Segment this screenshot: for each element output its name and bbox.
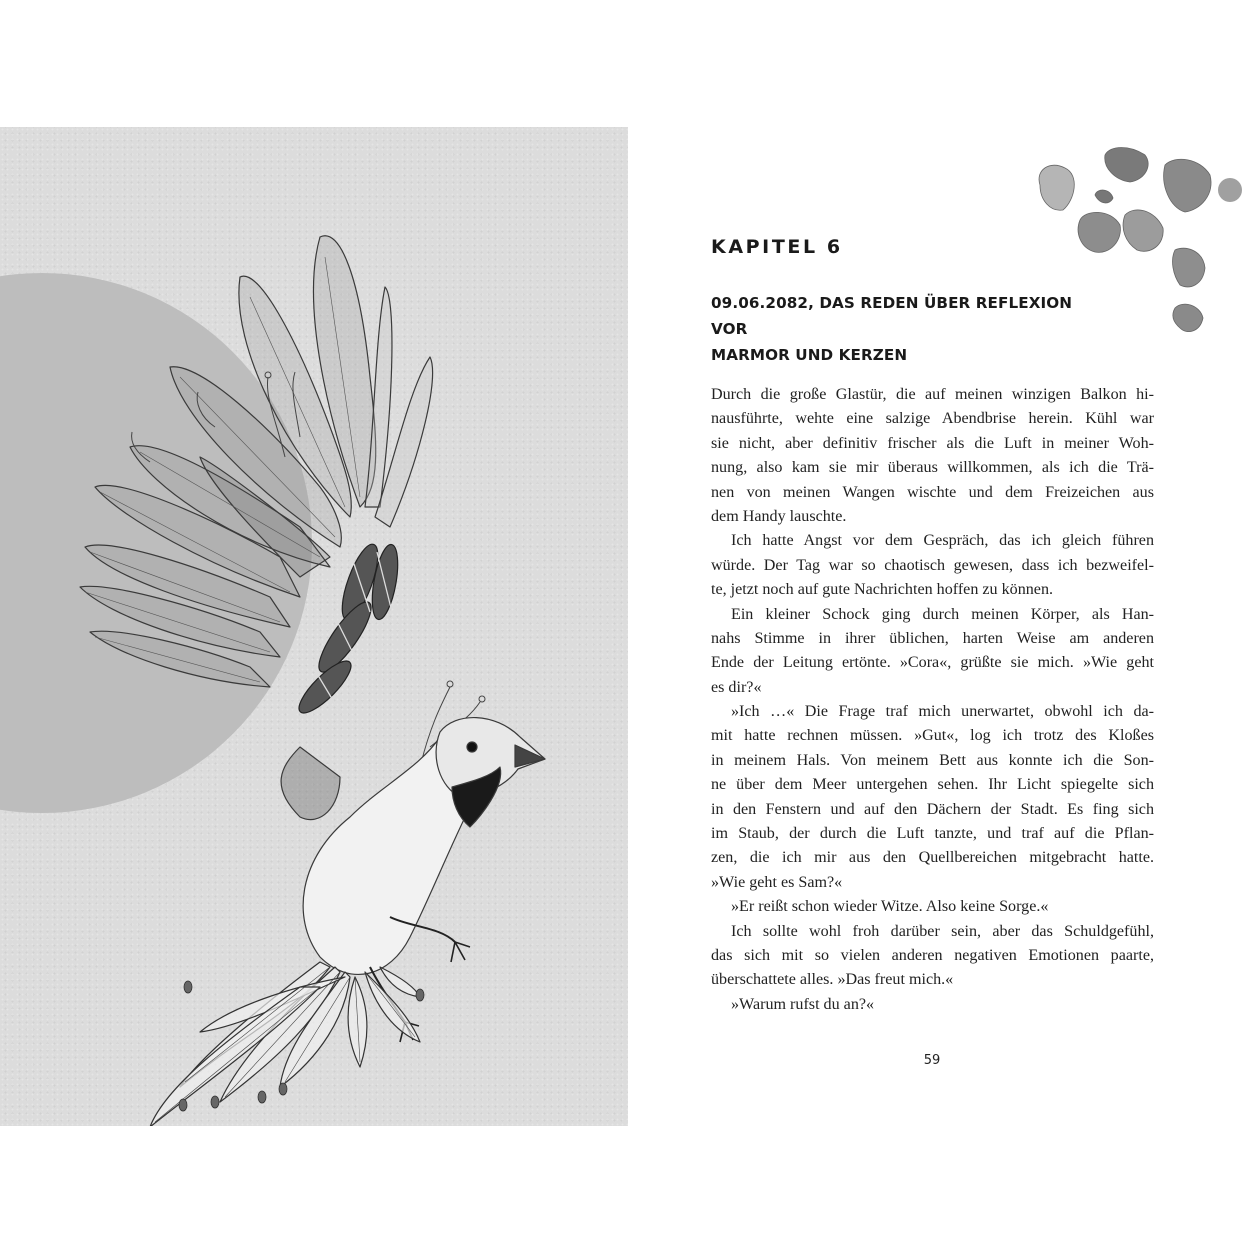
chapter-subtitle (711, 290, 1111, 368)
text-line: nung, also kam sie mir überaus willkommen, als ich die Trä- (711, 459, 1154, 477)
text-line: in meinem Hals. Von meinem Bett aus konnte ich die Son- (711, 751, 1154, 769)
text-line: sie nicht, aber definitiv frischer als die Luft in meiner Woh- (711, 434, 1154, 452)
illustration-page (0, 127, 628, 1126)
text-line: »Warum rufst du an?« (731, 995, 875, 1013)
text-line: zen, die ich mir aus den Quellbereichen mitgebracht hatte. (711, 849, 1154, 867)
chapter-subtitle-line: 09.06.2082, DAS REDEN ÜBER REFLEXION VOR (711, 294, 1073, 338)
text-line: »Er reißt schon wieder Witze. Also keine Sorge.« (731, 898, 1049, 916)
page-number: 59 (923, 1053, 941, 1068)
text-line: in den Fenstern und auf den Dächern der Stadt. Es fing sich (711, 800, 1154, 818)
text-line: mit hatte rechnen müssen. »Gut«, log ich trotz des Kloßes (711, 727, 1154, 745)
text-line: Ein kleiner Schock ging durch meinen Körper, als Han- (731, 605, 1154, 623)
text-line: überschattete alles. »Das freut mich.« (711, 971, 954, 989)
text-line: nen von meinen Wangen wischte und dem Freizeichen aus (711, 483, 1154, 501)
bird-illustration (0, 127, 628, 1126)
text-line: nausführte, wehte eine salzige Abendbrise herein. Kühl war (711, 410, 1154, 428)
text-line: ne über dem Meer untergehen sehen. Ihr Licht spiegelte sich (711, 776, 1154, 794)
text-line: dem Handy lauschte. (711, 507, 847, 525)
text-line: nahs Stimme in ihrer üblichen, harten Weise am anderen (711, 629, 1154, 647)
text-line: »Ich …« Die Frage traf mich unerwartet, obwohl ich da- (731, 703, 1154, 721)
text-line: te, jetzt noch auf gute Nachrichten hoffen zu können. (711, 581, 1054, 599)
text-line: es dir?« (711, 678, 762, 696)
text-line: Ich sollte wohl froh darüber sein, aber das Schuldgefühl, (731, 922, 1154, 940)
text-line: Durch die große Glastür, die auf meinen winzigen Balkon hi- (711, 386, 1154, 403)
body-text (711, 383, 1154, 1017)
text-line: »Wie geht es Sam?« (711, 873, 843, 891)
chapter-label: KAPITEL 6 (711, 236, 843, 258)
text-line: das sich mit so vielen anderen negativen Emotionen paarte, (711, 946, 1154, 964)
text-line: Ende der Leitung ertönte. »Cora«, grüßte sie mich. »Wie geht (711, 654, 1154, 672)
text-line: Ich hatte Angst vor dem Gespräch, das ich gleich führen (731, 532, 1154, 550)
chapter-subtitle-line: MARMOR UND KERZEN (711, 346, 908, 364)
text-line: im Staub, der durch die Luft tanzte, und traf auf die Pflan- (711, 825, 1154, 843)
text-line: würde. Der Tag war so chaotisch gewesen, dass ich bezweifel- (711, 556, 1154, 574)
